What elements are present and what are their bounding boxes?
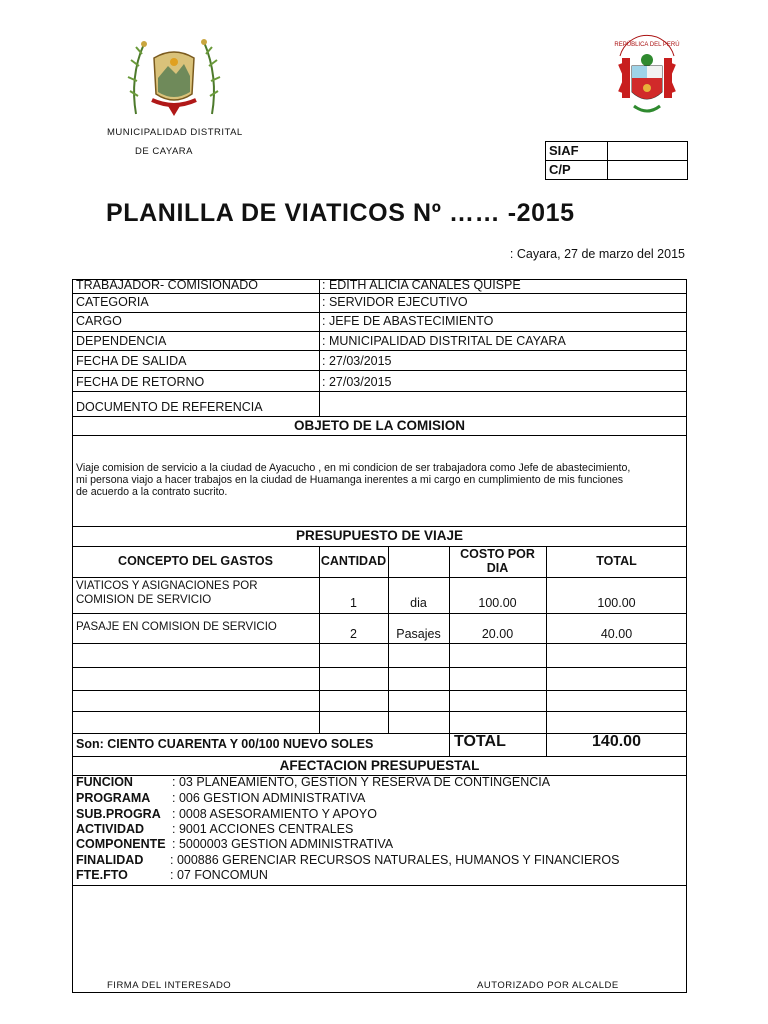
afectacion-heading: AFECTACION PRESUPUESTAL [279, 758, 480, 773]
total-value: 140.00 [592, 733, 641, 750]
row2-total: 40.00 [600, 627, 633, 641]
fecha-salida-value: : 27/03/2015 [322, 354, 392, 368]
subprograma-value: : 0008 ASESORAMIENTO Y APOYO [172, 807, 377, 821]
category-label: CATEGORIA [76, 295, 149, 309]
category-value: : SERVIDOR EJECUTIVO [322, 295, 468, 309]
programa-value: : 006 GESTION ADMINISTRATIVA [172, 791, 366, 805]
total-label: TOTAL [454, 733, 506, 750]
fuente-value: : 07 FONCOMUN [170, 868, 268, 882]
presupuesto-heading: PRESUPUESTO DE VIAJE [295, 528, 464, 543]
funcion-value: : 03 PLANEAMIENTO, GESTION Y RESERVA DE CONTINGENCIA [172, 775, 551, 789]
cargo-label: CARGO [76, 314, 122, 328]
row2-costo: 20.00 [481, 627, 514, 641]
cargo-value: : JEFE DE ABASTECIMIENTO [322, 314, 494, 328]
row1-cantidad: 1 [350, 596, 357, 610]
fuente-label: FTE.FTO [76, 868, 128, 882]
fecha-retorno-value: : 27/03/2015 [322, 375, 392, 389]
siaf-box [545, 141, 688, 180]
row2-unidad: Pasajes [396, 627, 441, 641]
signature-interesado: FIRMA DEL INTERESADO [107, 980, 232, 991]
dependencia-label: DEPENDENCIA [76, 334, 167, 348]
objeto-line-1: Viaje comision de servicio a la ciudad de Ayacucho , en mi condicion de ser trabajadora como Jefe de abastecimiento, [76, 462, 631, 474]
siaf-label: SIAF [549, 143, 579, 158]
worker-value: : EDITH ALICIA CANALES QUISPE [322, 278, 521, 292]
cp-label: C/P [549, 162, 571, 177]
son-amount-words: Son: CIENTO CUARENTA Y 00/100 NUEVO SOLES [76, 737, 374, 751]
row1-unidad: dia [410, 596, 427, 610]
row1-concepto-line1: VIATICOS Y ASIGNACIONES POR [76, 580, 258, 592]
worker-label: TRABAJADOR- COMISIONADO [76, 278, 258, 292]
finalidad-label: FINALIDAD [76, 853, 144, 867]
objeto-line-2: mi persona viajo a hacer trabajos en la ciudad de Huamanga inerentes a mi cargo en cumplimiento de mis funciones [76, 474, 624, 486]
place-date: : Cayara, 27 de marzo del 2015 [509, 247, 685, 261]
col-costo-line1: COSTO POR [460, 547, 535, 561]
actividad-label: ACTIVIDAD [76, 822, 145, 836]
row2-cantidad: 2 [350, 627, 357, 641]
page-title: PLANILLA DE VIATICOS Nº …… -2015 [106, 199, 575, 227]
documento-label: DOCUMENTO DE REFERENCIA [76, 400, 263, 414]
coat-arms-text: REPÚBLICA DEL PERÚ [614, 42, 680, 48]
funcion-label: FUNCION [76, 775, 133, 789]
peru-coat-of-arms-icon [612, 34, 682, 120]
subprograma-label: SUB.PROGRA [76, 807, 161, 821]
col-concepto: CONCEPTO DEL GASTOS [118, 554, 273, 568]
objeto-heading: OBJETO DE LA COMISION [293, 418, 466, 433]
dependencia-value: : MUNICIPALIDAD DISTRITAL DE CAYARA [322, 334, 566, 348]
actividad-value: : 9001 ACCIONES CENTRALES [172, 822, 354, 836]
componente-label: COMPONENTE [76, 837, 166, 851]
col-total: TOTAL [596, 554, 637, 568]
programa-label: PROGRAMA [76, 791, 151, 805]
cayara-municipal-crest-icon [124, 36, 224, 118]
fecha-retorno-label: FECHA DE RETORNO [76, 375, 205, 389]
signature-alcalde: AUTORIZADO POR ALCALDE [477, 980, 619, 991]
row1-total: 100.00 [597, 596, 636, 610]
objeto-line-3: de acuerdo a la contrato sucrito. [76, 486, 228, 498]
row1-concepto-line2: COMISION DE SERVICIO [76, 594, 212, 606]
row2-concepto-line1: PASAJE EN COMISION DE SERVICIO [76, 621, 277, 633]
componente-value: : 5000003 GESTION ADMINISTRATIVA [172, 837, 394, 851]
col-cantidad: CANTIDAD [320, 554, 387, 568]
row1-costo: 100.00 [478, 596, 517, 610]
municipality-name-line2: DE CAYARA [135, 146, 193, 157]
municipality-name-line1: MUNICIPALIDAD DISTRITAL [107, 127, 243, 138]
col-costo-line2: DIA [486, 561, 509, 575]
fecha-salida-label: FECHA DE SALIDA [76, 354, 187, 368]
finalidad-value: : 000886 GERENCIAR RECURSOS NATURALES, HUMANOS Y FINANCIEROS [170, 853, 620, 867]
